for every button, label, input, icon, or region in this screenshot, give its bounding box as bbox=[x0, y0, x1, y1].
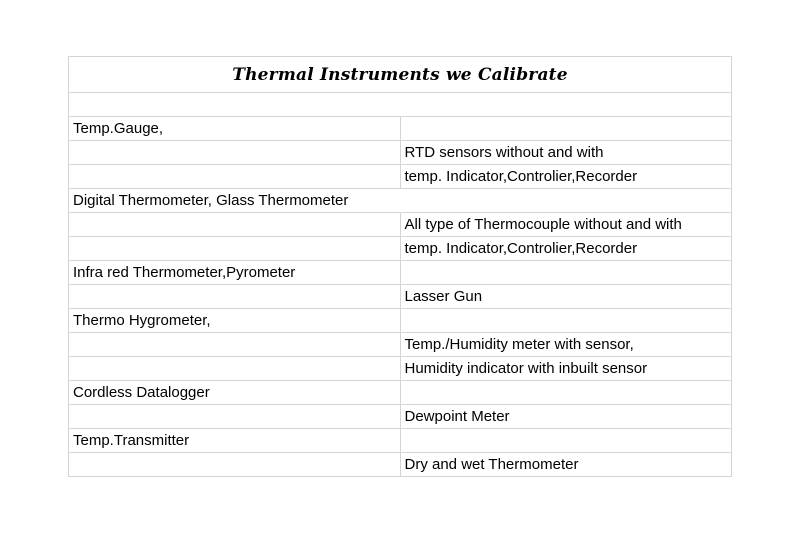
instrument-detail-cell: Dewpoint Meter bbox=[401, 405, 733, 429]
instrument-category-cell bbox=[69, 333, 401, 357]
table-row bbox=[69, 165, 732, 189]
table-row bbox=[69, 117, 732, 141]
instrument-category-cell bbox=[69, 285, 401, 309]
instrument-category-cell: Infra red Thermometer,Pyrometer bbox=[69, 261, 401, 285]
instrument-category-cell bbox=[69, 165, 401, 189]
page-title: Thermal Instruments we Calibrate bbox=[232, 64, 568, 85]
instrument-detail-cell bbox=[401, 261, 733, 285]
title-row bbox=[69, 57, 732, 93]
instrument-detail-cell: Temp./Humidity meter with sensor, bbox=[401, 333, 733, 357]
instrument-category-cell: Temp.Transmitter bbox=[69, 429, 401, 453]
table-row bbox=[69, 285, 732, 309]
blank-row bbox=[69, 93, 732, 117]
instrument-detail-cell bbox=[401, 381, 733, 405]
table-row bbox=[69, 189, 732, 213]
table-row bbox=[69, 333, 732, 357]
table-row bbox=[69, 381, 732, 405]
instrument-detail-cell: Dry and wet Thermometer bbox=[401, 453, 733, 477]
instrument-category-cell bbox=[69, 213, 401, 237]
instrument-category-cell bbox=[69, 405, 401, 429]
instrument-detail-cell: temp. Indicator,Controlier,Recorder bbox=[401, 237, 733, 261]
instrument-category-cell bbox=[69, 357, 401, 381]
table-row bbox=[69, 213, 732, 237]
instrument-category-cell bbox=[69, 453, 401, 477]
table-row bbox=[69, 141, 732, 165]
table-row bbox=[69, 429, 732, 453]
instrument-category-cell: Thermo Hygrometer, bbox=[69, 309, 401, 333]
instrument-detail-cell bbox=[401, 429, 733, 453]
table-row bbox=[69, 261, 732, 285]
instrument-category-cell bbox=[69, 237, 401, 261]
instrument-detail-cell: Humidity indicator with inbuilt sensor bbox=[401, 357, 733, 381]
instrument-detail-cell: All type of Thermocouple without and with bbox=[401, 213, 733, 237]
table-row bbox=[69, 237, 732, 261]
instrument-detail-cell bbox=[401, 309, 733, 333]
instrument-detail-cell bbox=[401, 189, 733, 213]
table-row bbox=[69, 357, 732, 381]
instrument-detail-cell: RTD sensors without and with bbox=[401, 141, 733, 165]
instrument-table bbox=[68, 56, 732, 477]
instrument-category-cell bbox=[69, 141, 401, 165]
table-row bbox=[69, 453, 732, 477]
instrument-category-cell: Cordless Datalogger bbox=[69, 381, 401, 405]
instrument-detail-cell: Lasser Gun bbox=[401, 285, 733, 309]
instrument-category-cell: Digital Thermometer, Glass Thermometer bbox=[69, 189, 401, 213]
table-row bbox=[69, 309, 732, 333]
instrument-detail-cell bbox=[401, 117, 733, 141]
instrument-category-cell: Temp.Gauge, bbox=[69, 117, 401, 141]
instrument-detail-cell: temp. Indicator,Controlier,Recorder bbox=[401, 165, 733, 189]
table-row bbox=[69, 405, 732, 429]
